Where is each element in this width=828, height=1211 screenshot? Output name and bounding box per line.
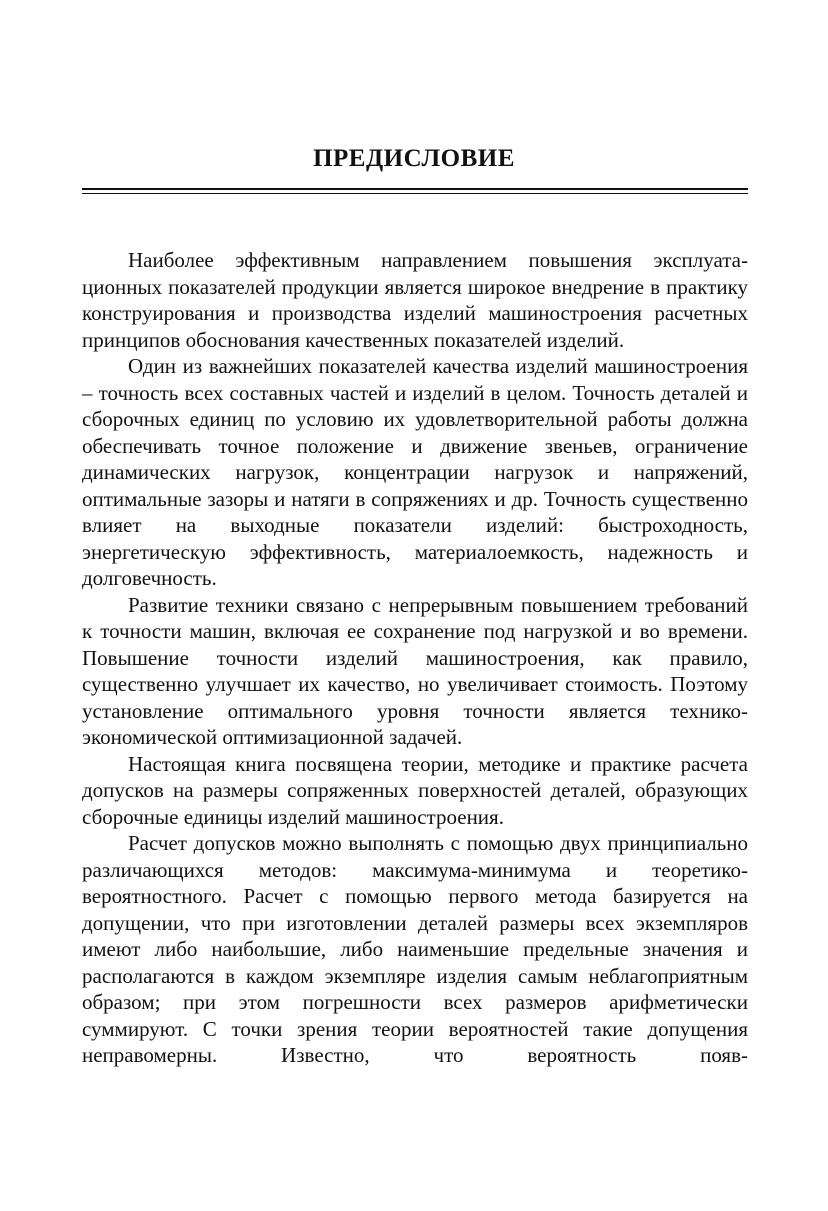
title-rule-thick xyxy=(82,188,748,190)
paragraph-5: Расчет допусков можно выполнять с помощью двух принципиально различающихся методов: максимума-минимума и теоретико-вероятностного. Расчет с помощью первого метода базируется на допущении, что при изготовлении деталей размеры всех экземпляров имеют либо наибольшие, либо наименьшие предельные значения и располагаются в каждом экземпляре изделия самым неблагоприятным образом; при этом погрешности всех размеров арифметически суммируют. С точки зрения теории вероятностей такие допущения неправомерны. Известно, что вероятность появ- xyxy=(82,831,748,1067)
title-rule-thin xyxy=(82,193,748,194)
paragraph-1: Наиболее эффективным направлением повышения эксплуатационных показателей продукции является широкое внедрение в практику конструирования и производства изделий машиностроения расчетных принципов обоснования качественных показателей изделий. xyxy=(82,248,748,352)
paragraph-4: Настоящая книга посвящена теории, методике и практике расчета допусков на размеры сопряженных поверхностей деталей, образующих сборочные единицы изделий машиностроения. xyxy=(82,751,748,829)
page-title: ПРЕДИСЛОВИЕ xyxy=(313,145,515,172)
paragraph-3: Развитие техники связано с непрерывным повышением требований к точности машин, включая ее сохранение под нагрузкой и во времени. Повышение точности изделий машиностроения, как правило, существенно улучшает их качество, но увеличивает стоимость. Поэтому установление оптимального уровня точности является технико-экономической оптимизационной задачей. xyxy=(82,592,748,749)
paragraph-2: Один из важнейших показателей качества изделий машиностроения – точность всех составных частей и изделий в целом. Точность деталей и сборочных единиц по условию их удовлетворительной работы должна обеспечивать точное положение и движение звеньев, ограничение динамических нагрузок, концентрации нагрузок и напряжений, оптимальные зазоры и натяги в сопряжениях и др. Точность существенно влияет на выходные показатели изделий: быстроходность, энергетическую эффективность, материалоемкость, надежность и долговечность. xyxy=(82,354,748,590)
body-text xyxy=(82,247,748,1069)
